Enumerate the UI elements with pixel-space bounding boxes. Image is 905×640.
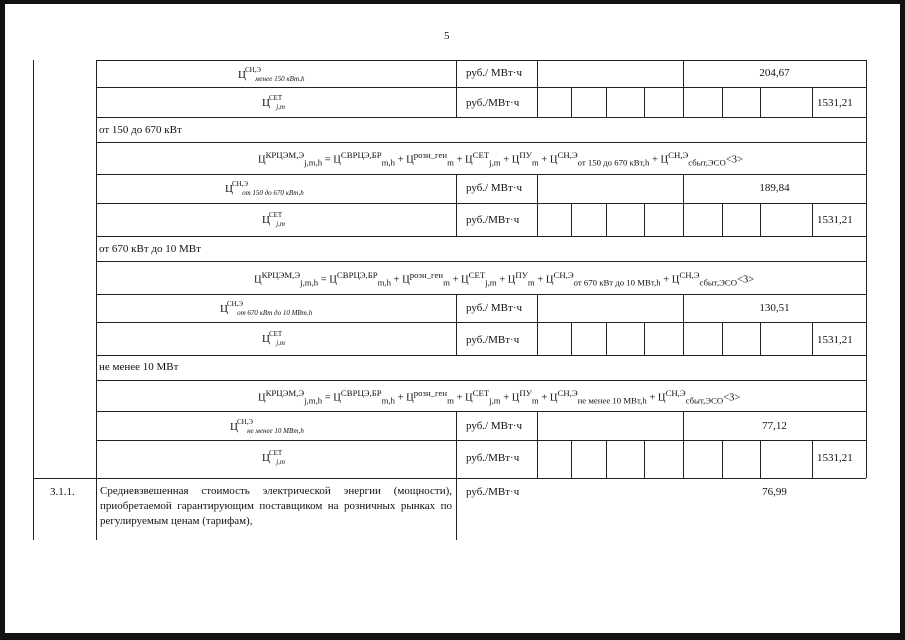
unit-label: руб./ МВт·ч — [466, 182, 522, 194]
sub-col-line — [606, 203, 607, 236]
symbol-set-jm: $Ц^{СЕТ}_{j,m}$ — [262, 211, 285, 228]
row-line — [96, 411, 866, 412]
symbol-sn-e-not-less-10: $Ц^{СН,Э}_{не менее 10 МВт,h}$ — [230, 418, 304, 435]
symbol-set-jm: $Ц^{СЕТ}_{j,m}$ — [262, 94, 285, 111]
value-cell: 130,51 — [759, 302, 790, 314]
sub-col-line — [644, 203, 645, 236]
sub-col-line — [571, 440, 572, 478]
sub-col-line — [644, 87, 645, 117]
value-cell: 76,99 — [762, 486, 787, 498]
sub-col-line — [722, 203, 723, 236]
value-cell: 189,84 — [759, 182, 790, 194]
row-line — [96, 440, 866, 441]
row-line — [96, 203, 866, 204]
sub-col-line — [812, 440, 813, 478]
value-cell: 1531,21 — [817, 334, 853, 346]
scan-border-top — [0, 0, 905, 4]
sub-col-line — [812, 322, 813, 355]
row-line — [96, 380, 866, 381]
symbol-sn-e-150-670: $Ц^{СН,Э}_{от 150 до 670 кВт,h}$ — [225, 180, 304, 197]
unit-label: руб./ МВт·ч — [466, 302, 522, 314]
sub-col-line — [571, 87, 572, 117]
unit-label: руб./ МВт·ч — [466, 420, 522, 432]
section-heading: от 670 кВт до 10 МВт — [99, 243, 201, 255]
value-cell: 1531,21 — [817, 214, 853, 226]
scan-border-right — [900, 0, 905, 640]
row-line — [96, 174, 866, 175]
sub-col-line — [760, 87, 761, 117]
row-line — [96, 87, 866, 88]
formula-670-10: $Ц^{КРЦЭМ,Э}_{j,m,h} = Ц^{СВРЦЭ,БР}_{m,h} + Ц^{розн\_ген}_m + Ц^{СЕТ}_{j,m} + Ц^{ПУ}_m + Ц^{СН,Э}_{от 670 кВт до 10 МВт,h} + Ц^{СН,Э}_{сбыт,ЭСО}<3>$ — [254, 270, 755, 288]
scan-border-bottom — [0, 633, 905, 640]
sub-col-line — [722, 322, 723, 355]
sub-col-line — [722, 440, 723, 478]
sub-col-line — [644, 322, 645, 355]
value-cell: 1531,21 — [817, 452, 853, 464]
item-description: Средневзвешенная стоимость электрической энергии (мощности), приобретаемой гарантирующим поставщиком на розничных рынках по регулируемым ценам (тарифам), — [100, 485, 452, 527]
col-line — [537, 294, 538, 355]
col-line — [96, 60, 97, 540]
formula-150-670: $Ц^{КРЦЭМ,Э}_{j,m,h} = Ц^{СВРЦЭ,БР}_{m,h} + Ц^{розн\_ген}_m + Ц^{СЕТ}_{j,m} + Ц^{ПУ}_m + Ц^{СН,Э}_{от 150 до 670 кВт,h} + Ц^{СН,Э}_{сбыт,ЭСО}<3>$ — [258, 150, 743, 168]
col-line — [866, 60, 867, 478]
sub-col-line — [812, 87, 813, 117]
sub-col-line — [812, 203, 813, 236]
row-line — [96, 294, 866, 295]
unit-label: руб./ МВт·ч — [466, 67, 522, 79]
sub-col-line — [644, 440, 645, 478]
scan-border-left — [0, 0, 5, 640]
row-line — [96, 322, 866, 323]
sub-col-line — [722, 87, 723, 117]
row-line — [96, 261, 866, 262]
section-heading: от 150 до 670 кВт — [99, 124, 182, 136]
row-line — [96, 117, 866, 118]
sub-col-line — [571, 322, 572, 355]
sub-col-line — [760, 440, 761, 478]
sub-col-line — [571, 203, 572, 236]
sub-col-line — [606, 87, 607, 117]
item-number: 3.1.1. — [50, 486, 75, 498]
value-cell: 204,67 — [759, 67, 790, 79]
sub-col-line — [760, 322, 761, 355]
col-line — [456, 60, 457, 117]
col-line — [33, 60, 34, 540]
row-line — [96, 60, 866, 61]
section-heading: не менее 10 МВт — [99, 361, 179, 373]
unit-label: руб./МВт·ч — [466, 486, 520, 498]
symbol-sn-e-less-150: $Ц^{СН,Э}_{менее 150 кВт,h}$ — [238, 66, 305, 83]
symbol-sn-e-670-10: $Ц^{СН,Э}_{от 670 кВт до 10 МВт,h}$ — [220, 300, 313, 317]
formula-not-less-10: $Ц^{КРЦЭМ,Э}_{j,m,h} = Ц^{СВРЦЭ,БР}_{m,h} + Ц^{розн\_ген}_m + Ц^{СЕТ}_{j,m} + Ц^{ПУ}_m + Ц^{СН,Э}_{не менее 10 МВт,h} + Ц^{СН,Э}_{сбыт,ЭСО}<3>$ — [258, 388, 741, 406]
col-line — [537, 411, 538, 478]
row-line — [33, 478, 866, 479]
col-line — [456, 411, 457, 540]
col-line — [537, 60, 538, 117]
row-line — [96, 236, 866, 237]
unit-label: руб./МВт·ч — [466, 452, 520, 464]
value-cell: 77,12 — [762, 420, 787, 432]
unit-label: руб./МВт·ч — [466, 97, 520, 109]
unit-label: руб./МВт·ч — [466, 334, 520, 346]
col-line — [537, 174, 538, 236]
sub-col-line — [606, 322, 607, 355]
page-number: 5 — [444, 30, 450, 42]
symbol-set-jm: $Ц^{СЕТ}_{j,m}$ — [262, 449, 285, 466]
row-line — [96, 142, 866, 143]
sub-col-line — [760, 203, 761, 236]
symbol-set-jm: $Ц^{СЕТ}_{j,m}$ — [262, 330, 285, 347]
col-line — [456, 174, 457, 236]
col-line — [456, 294, 457, 355]
sub-col-line — [606, 440, 607, 478]
value-cell: 1531,21 — [817, 97, 853, 109]
row-line — [96, 355, 866, 356]
unit-label: руб./МВт·ч — [466, 214, 520, 226]
